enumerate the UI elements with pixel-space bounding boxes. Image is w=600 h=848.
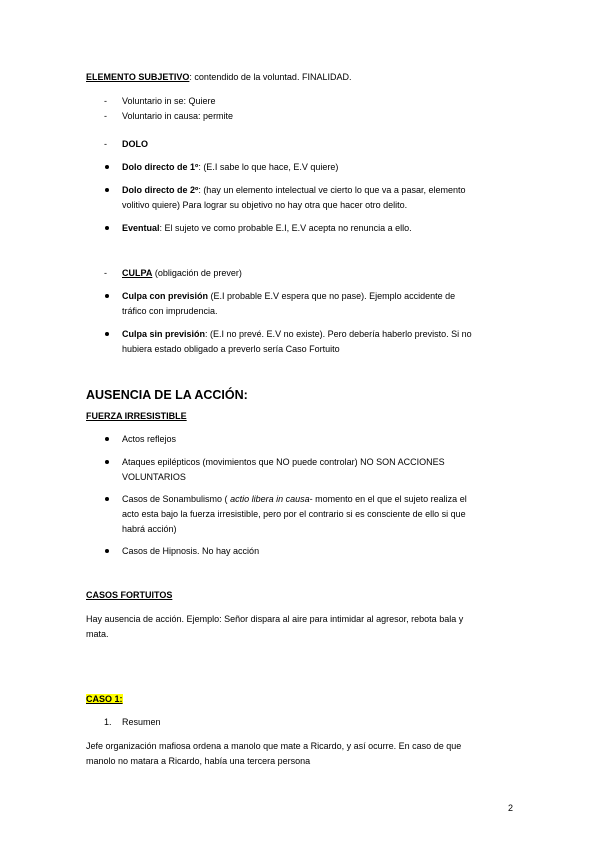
bullet-dot — [105, 549, 109, 553]
culpa-text: (E.I probable E.V espera que no pase). Ejemplo accidente de — [208, 291, 456, 301]
list-item — [122, 184, 465, 196]
list-item-continued: VOLUNTARIOS — [122, 472, 186, 482]
fuerza-irresistible-heading: FUERZA IRRESISTIBLE — [86, 411, 187, 421]
casos-fortuitos-heading: CASOS FORTUITOS — [86, 590, 173, 600]
list-item: Ataques epilépticos (movimientos que NO puede controlar) NO SON ACCIONES — [122, 457, 445, 467]
list-item: Casos de Hipnosis. No hay acción — [122, 546, 260, 556]
ausencia-title: AUSENCIA DE LA ACCIÓN: — [86, 388, 248, 402]
resumen-item: Resumen — [122, 717, 161, 727]
elemento-subjetivo-heading: ELEMENTO SUBJETIVO — [86, 72, 190, 82]
culpa-text: : (E.I no prevé. E.V no existe). Pero debería haberlo previsto. Si no — [205, 329, 472, 339]
culpa-term: Culpa sin previsión — [122, 329, 206, 339]
dash-bullet: - — [104, 111, 107, 121]
caso1-heading-highlight: CASO 1: — [86, 694, 123, 704]
list-item — [122, 161, 338, 173]
page-number: 2 — [508, 803, 514, 813]
culpa-desc: (obligación de prever) — [152, 268, 242, 278]
bullet-dot — [105, 294, 109, 298]
dolo-term: Eventual — [122, 223, 160, 233]
dolo-text: : (hay un elemento intelectual ve cierto lo que va a pasar, elemento — [198, 185, 466, 195]
paragraph-line: mata. — [86, 629, 109, 639]
culpa-label: CULPA — [122, 268, 153, 278]
culpa-line — [122, 267, 242, 279]
bullet-dot — [105, 165, 109, 169]
list-item-continued: acto esta bajo la fuerza irresistible, pero por el contrario si es consciente de ello si que — [122, 509, 466, 519]
dolo-term: Dolo directo de 2º — [122, 185, 199, 195]
paragraph-line: Jefe organización mafiosa ordena a manolo que mate a Ricardo, y así ocurre. En caso de que — [86, 741, 462, 751]
paragraph-line: Hay ausencia de acción. Ejemplo: Señor dispara al aire para intimidar al agresor, rebota bala y — [86, 614, 464, 624]
sonambulismo-text: Casos de Sonambulismo ( — [122, 494, 231, 504]
sonambulismo-text-rest: - momento en el que el sujeto realiza el — [309, 494, 467, 504]
dolo-label: DOLO — [122, 139, 148, 149]
list-item-continued: habrá acción) — [122, 524, 177, 534]
dolo-text-continued: volitivo quiere) Para lograr su objetivo no hay otra que hacer otro delito. — [122, 200, 408, 210]
dash-bullet: - — [104, 268, 107, 278]
list-item — [122, 493, 467, 505]
list-item — [122, 290, 455, 302]
culpa-text-continued: hubiera estado obligado a preverlo sería Caso Fortuito — [122, 344, 340, 354]
list-item: Actos reflejos — [122, 434, 177, 444]
bullet-dot — [105, 460, 109, 464]
list-item — [122, 328, 472, 340]
culpa-text-continued: tráfico con imprudencia. — [122, 306, 218, 316]
list-number: 1. — [104, 717, 112, 727]
culpa-term: Culpa con previsión — [122, 291, 209, 301]
dash-bullet: - — [104, 96, 107, 106]
latin-phrase: actio libera in causa — [230, 494, 310, 504]
bullet-dot — [105, 226, 109, 230]
elemento-subjetivo-desc: : contendido de la voluntad. FINALIDAD. — [189, 72, 352, 82]
dolo-text: : (E.I sabe lo que hace, E.V quiere) — [198, 162, 339, 172]
paragraph-line: manolo no matara a Ricardo, había una tercera persona — [86, 756, 311, 766]
bullet-dot — [105, 188, 109, 192]
list-item — [122, 222, 412, 234]
dolo-text: : El sujeto ve como probable E.I, E.V acepta no renuncia a ello. — [159, 223, 412, 233]
bullet-dot — [105, 332, 109, 336]
dolo-term: Dolo directo de 1º — [122, 162, 199, 172]
bullet-dot — [105, 497, 109, 501]
caso1-heading — [86, 693, 123, 705]
elemento-subjetivo-line — [86, 71, 351, 83]
list-item: Voluntario in se: Quiere — [122, 96, 216, 106]
list-item: Voluntario in causa: permite — [122, 111, 234, 121]
dash-bullet: - — [104, 139, 107, 149]
bullet-dot — [105, 437, 109, 441]
